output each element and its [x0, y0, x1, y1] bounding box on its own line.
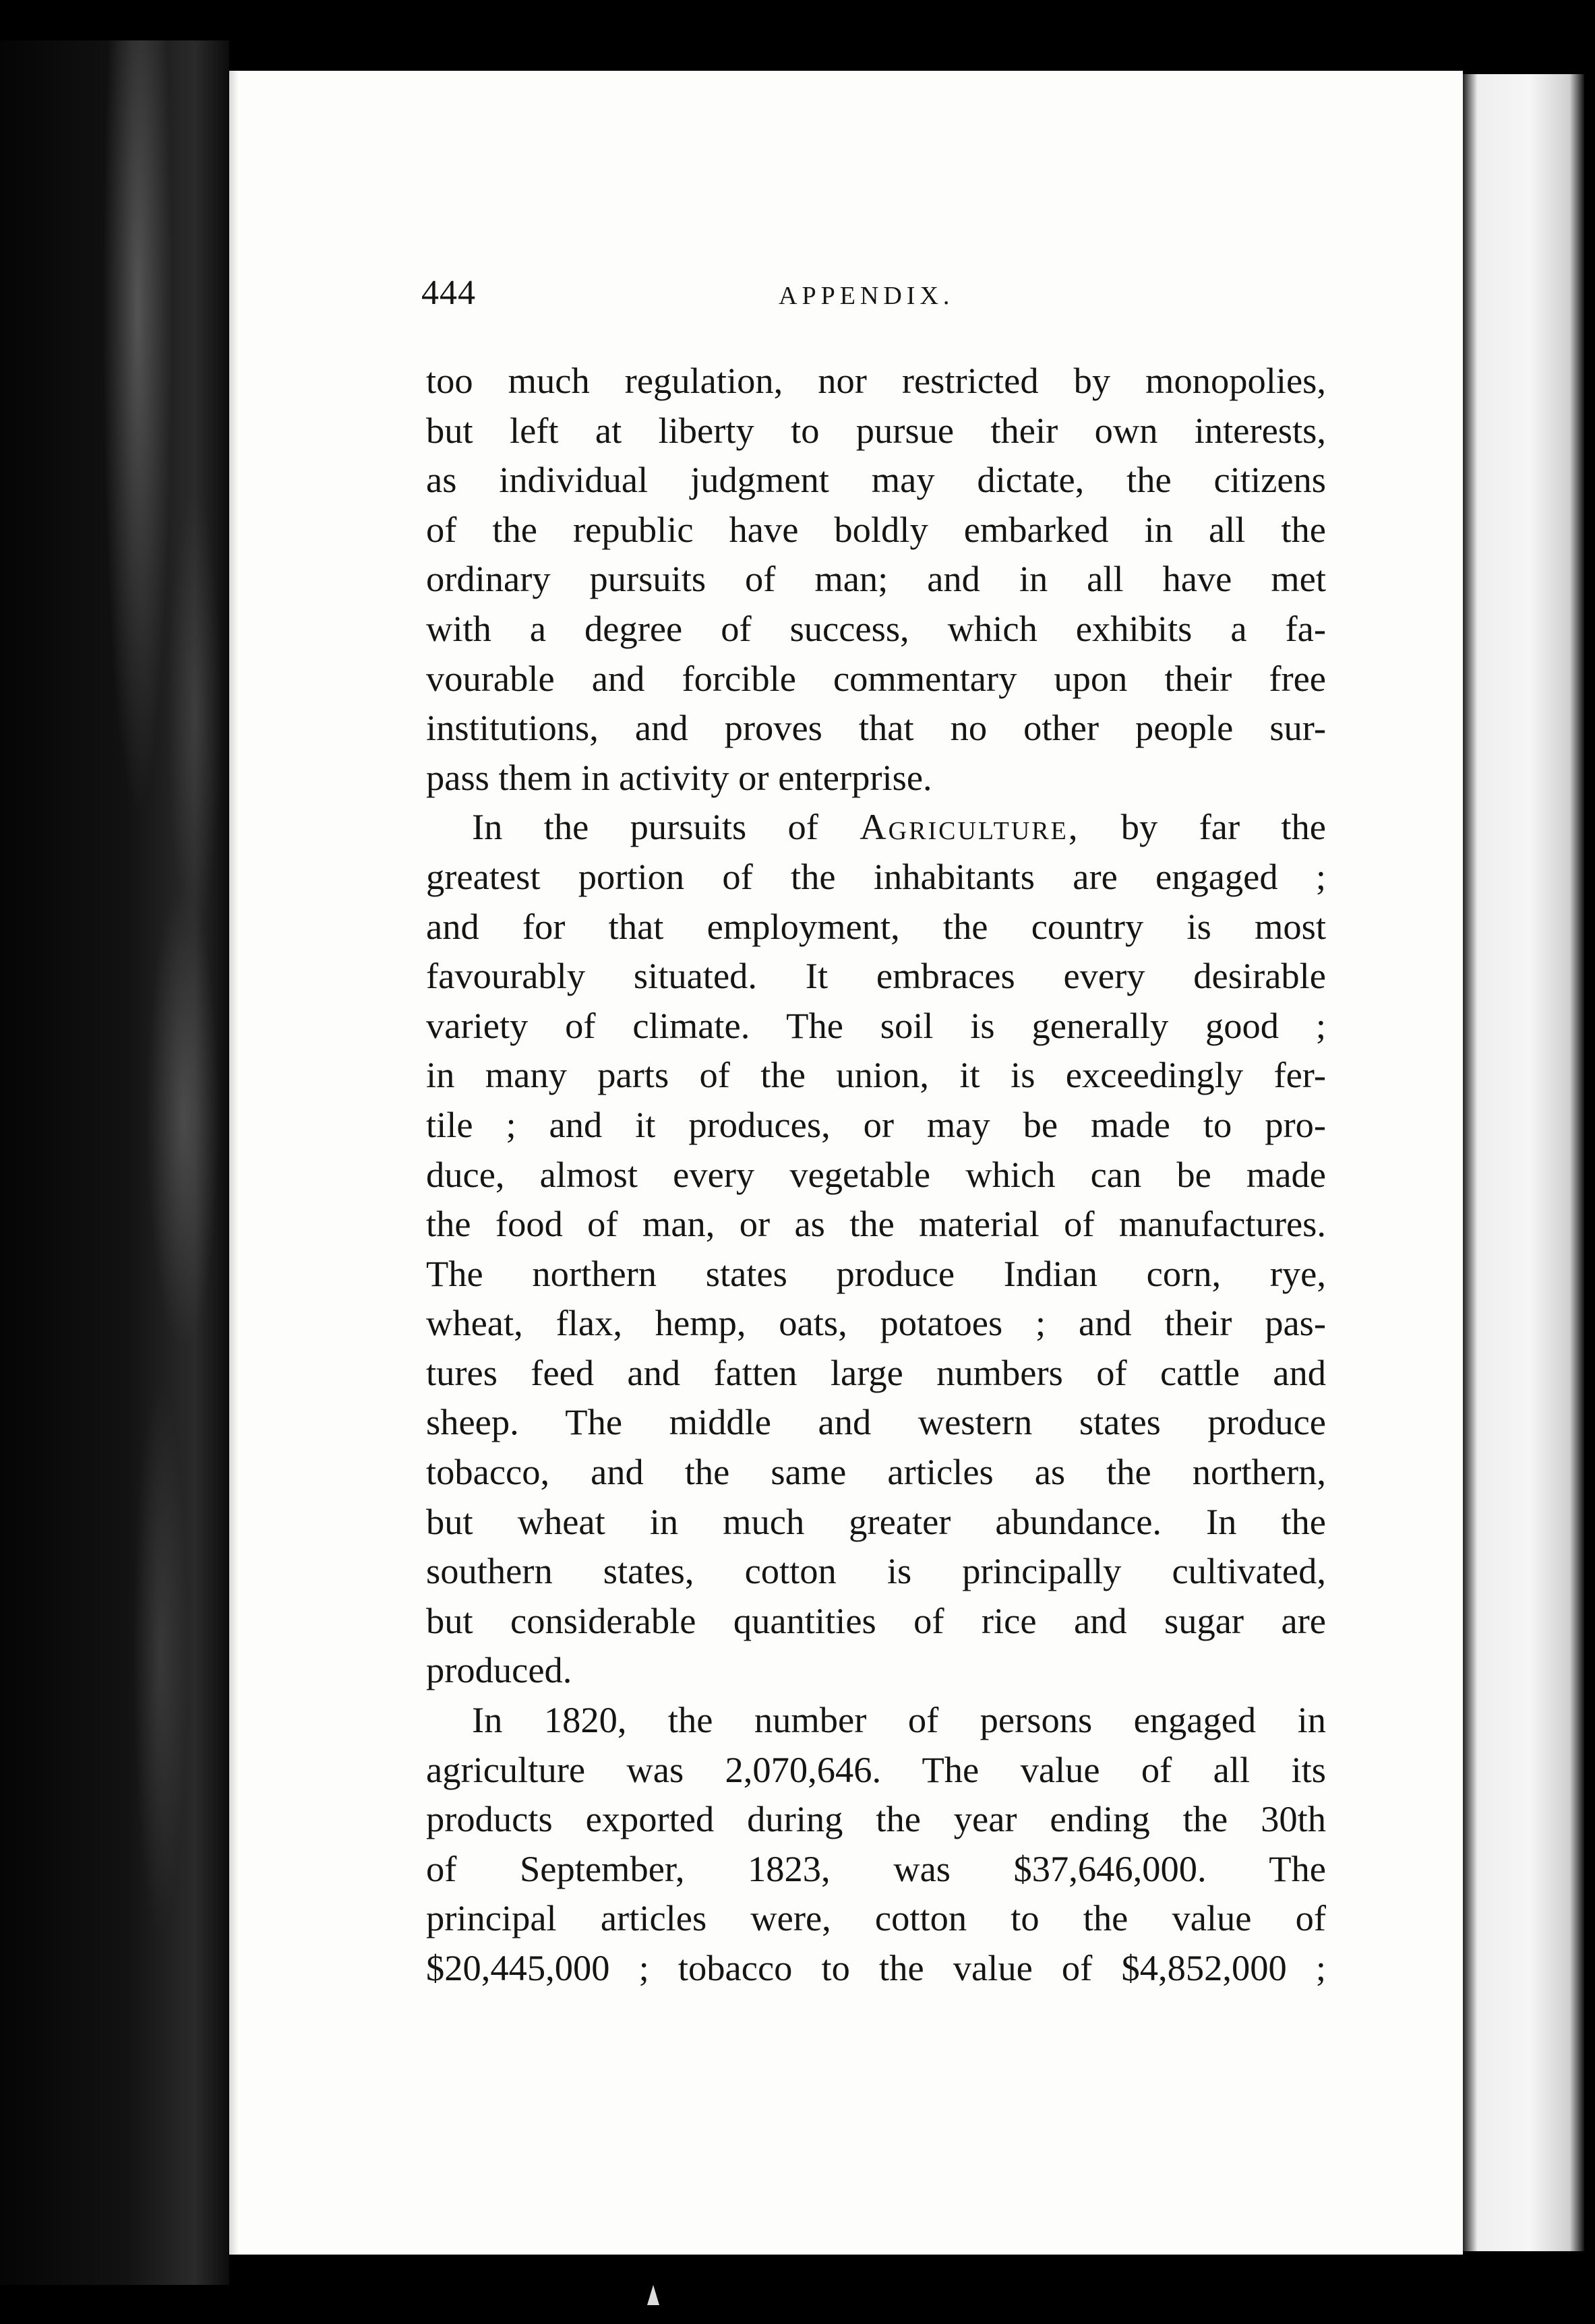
text-line: tures feed and fatten large numbers of cattle and [426, 1351, 1326, 1393]
text-line: institutions, and proves that no other people sur- [426, 707, 1326, 749]
line-suffix: by far the [1079, 806, 1326, 848]
small-caps-term: Agriculture, [860, 806, 1080, 848]
text-line: In 1820, the number of persons engaged in [472, 1699, 1326, 1741]
text-line: ordinary pursuits of man; and in all have met [426, 558, 1326, 600]
body-text [426, 356, 1326, 1993]
paragraph-first-line [426, 802, 1326, 852]
book-spine-edge [0, 40, 229, 2285]
text-line: The northern states produce Indian corn, rye, [426, 1252, 1326, 1294]
text-line: too much regulation, nor restricted by monopolies, [426, 360, 1326, 401]
text-line: principal articles were, cotton to the value of [426, 1897, 1326, 1939]
text-line: but considerable quantities of rice and sugar are [426, 1599, 1326, 1641]
line-prefix: In the pursuits of [472, 806, 860, 848]
next-page-edge [1463, 74, 1584, 2251]
running-head [421, 273, 1321, 320]
text-line: in many parts of the union, it is exceedingly fer- [426, 1054, 1326, 1096]
text-line: tobacco, and the same articles as the northern, [426, 1451, 1326, 1493]
running-title: APPENDIX. [779, 282, 955, 310]
text-line: vourable and forcible commentary upon their free [426, 657, 1326, 699]
text-line: the food of man, or as the material of manufactures. [426, 1203, 1326, 1245]
text-line: but wheat in much greater abundance. In the [426, 1500, 1326, 1542]
text-line: duce, almost every vegetable which can be made [426, 1153, 1326, 1195]
text-line: $20,445,000 ; tobacco to the value of $4,852,000 ; [426, 1947, 1326, 1988]
text-line: produced. [426, 1649, 572, 1691]
page-number: 444 [421, 274, 476, 312]
text-line: southern states, cotton is principally cultivated, [426, 1550, 1326, 1592]
text-line: greatest portion of the inhabitants are engaged ; [426, 855, 1326, 897]
text-line: of the republic have boldly embarked in all the [426, 508, 1326, 550]
scan-artifact-mark [647, 2285, 659, 2305]
text-line: agriculture was 2,070,646. The value of all its [426, 1748, 1326, 1790]
text-line: and for that employment, the country is most [426, 905, 1326, 947]
text-line: products exported during the year ending the 30th [426, 1798, 1326, 1840]
text-line: favourably situated. It embraces every desirable [426, 955, 1326, 997]
text-line: wheat, flax, hemp, oats, potatoes ; and their pas- [426, 1302, 1326, 1344]
text-line: but left at liberty to pursue their own interests, [426, 409, 1326, 451]
text-line: of September, 1823, was $37,646,000. The [426, 1847, 1326, 1889]
text-line: sheep. The middle and western states produce [426, 1401, 1326, 1443]
text-line: with a degree of success, which exhibits a fa- [426, 607, 1326, 649]
text-line: tile ; and it produces, or may be made to pro- [426, 1103, 1326, 1145]
text-line: variety of climate. The soil is generally good ; [426, 1004, 1326, 1046]
text-line: pass them in activity or enterprise. [426, 756, 932, 798]
text-line: as individual judgment may dictate, the citizens [426, 459, 1326, 501]
